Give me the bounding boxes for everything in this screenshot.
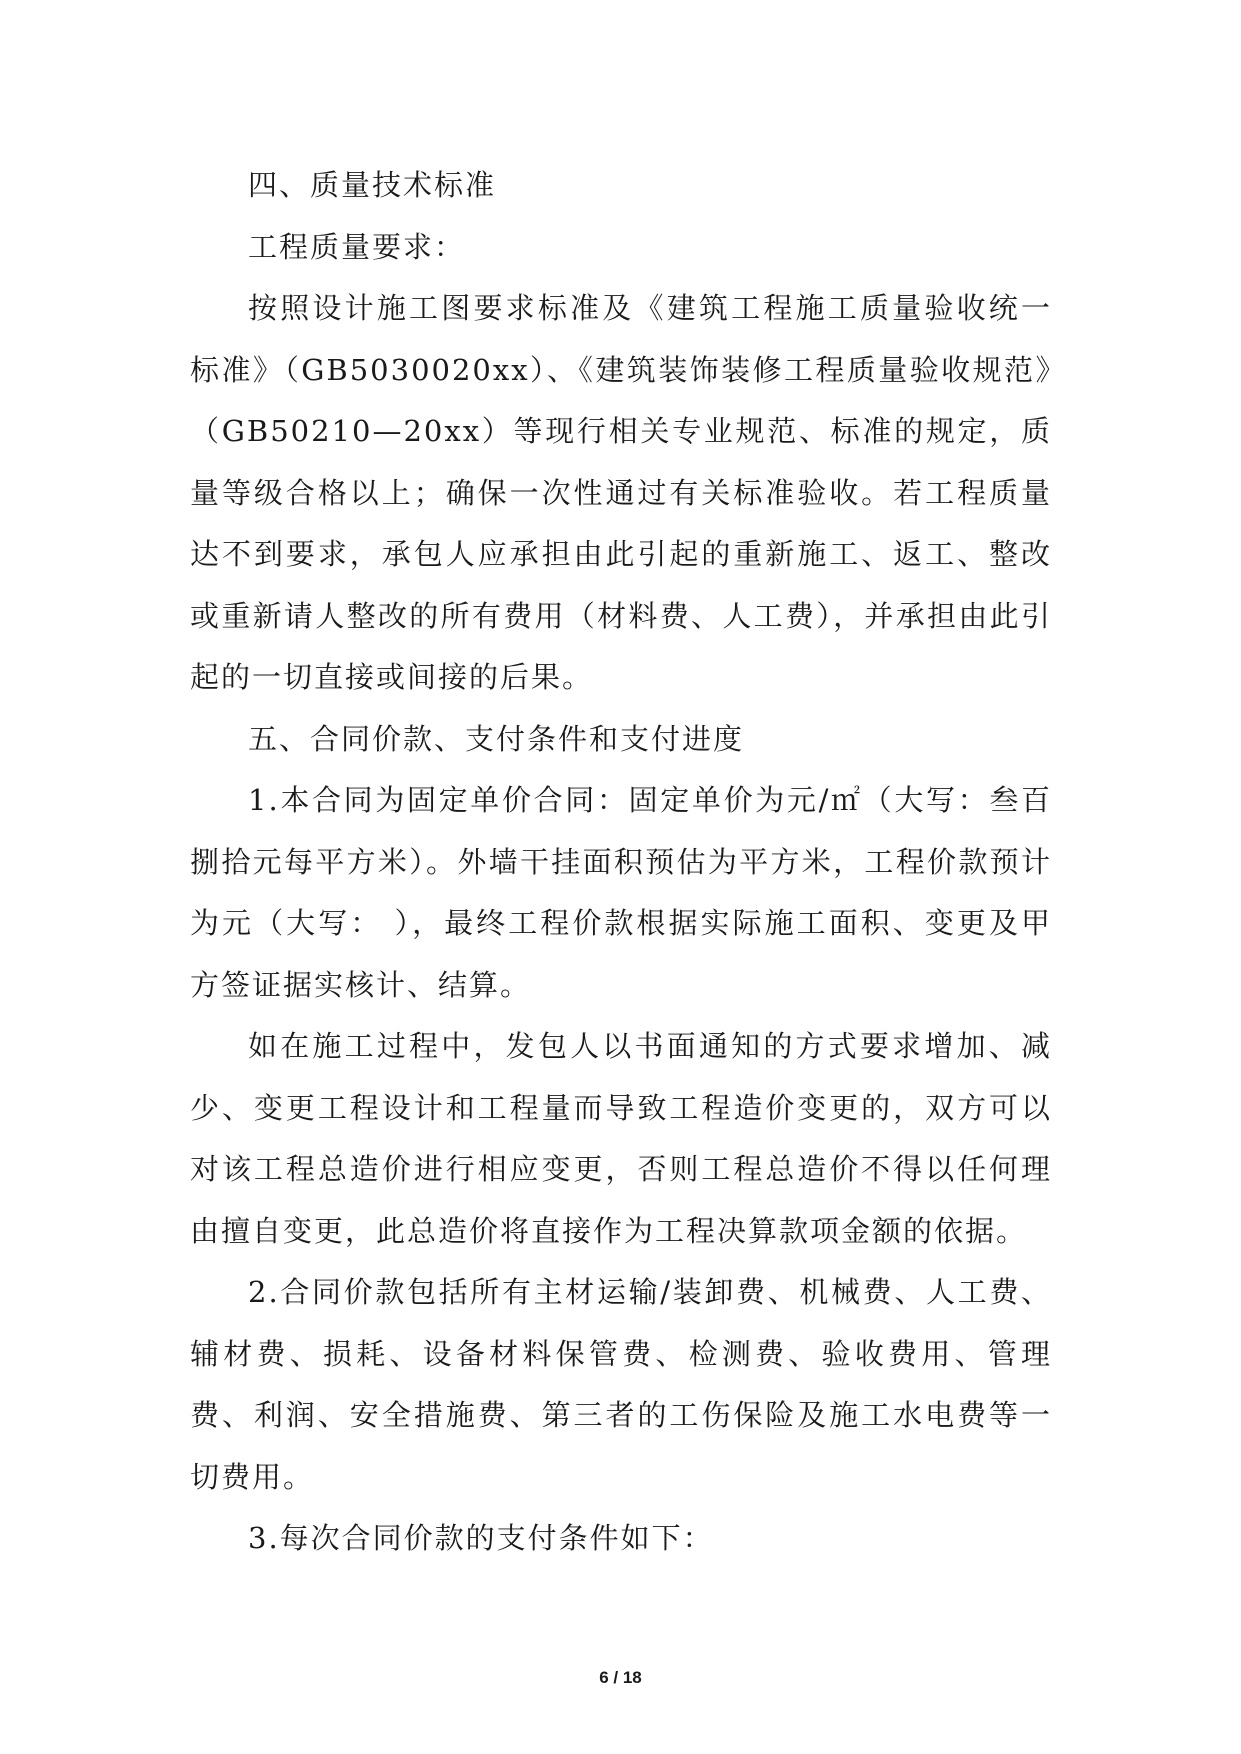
paragraph-change-conditions: 如在施工过程中，发包人以书面通知的方式要求增加、减少、变更工程设计和工程量而导致工程造价变更的，双方可以对该工程总造价进行相应变更，否则工程总造价不得以任何理由擅自变更，此总造价将直接作为工程决算款项金额的依据。: [190, 1029, 1052, 1248]
paragraph-fixed-unit-price: 1.本合同为固定单价合同：固定单价为元/㎡（大写：叁百捌拾元每平方米）。外墙干挂面积预估为平方米，工程价款预计为元（大写： ），最终工程价款根据实际施工面积、变更及甲方签证据实核计、结算。: [190, 783, 1052, 1002]
paragraph-payment-conditions: 3.每次合同价款的支付条件如下：: [248, 1521, 714, 1555]
paragraph-quality-requirements-title: 工程质量要求：: [248, 229, 466, 264]
document-body: [190, 155, 1052, 1570]
paragraph-price-inclusions: 2.合同价款包括所有主材运输/装卸费、机械费、人工费、辅材费、损耗、设备材料保管费、检测费、验收费用、管理费、利润、安全措施费、第三者的工伤保险及施工水电费等一切费用。: [190, 1275, 1052, 1494]
section-heading-quality: 四、质量技术标准: [248, 168, 497, 202]
paragraph-quality-standards: 按照设计施工图要求标准及《建筑工程施工质量验收统一标准》（GB5030020xx）、《建筑装饰装修工程质量验收规范》（GB50210—20xx）等现行相关专业规范、标准的规定，质量等级合格以上；确保一次性通过有关标准验收。若工程质量达不到要求，承包人应承担由此引起的重新施工、返工、整改或重新请人整改的所有费用（材料费、人工费），并承担由此引起的一切直接或间接的后果。: [190, 291, 1052, 694]
section-heading-payment: 五、合同价款、支付条件和支付进度: [248, 721, 745, 756]
page-number: 6 / 18: [599, 1668, 642, 1687]
